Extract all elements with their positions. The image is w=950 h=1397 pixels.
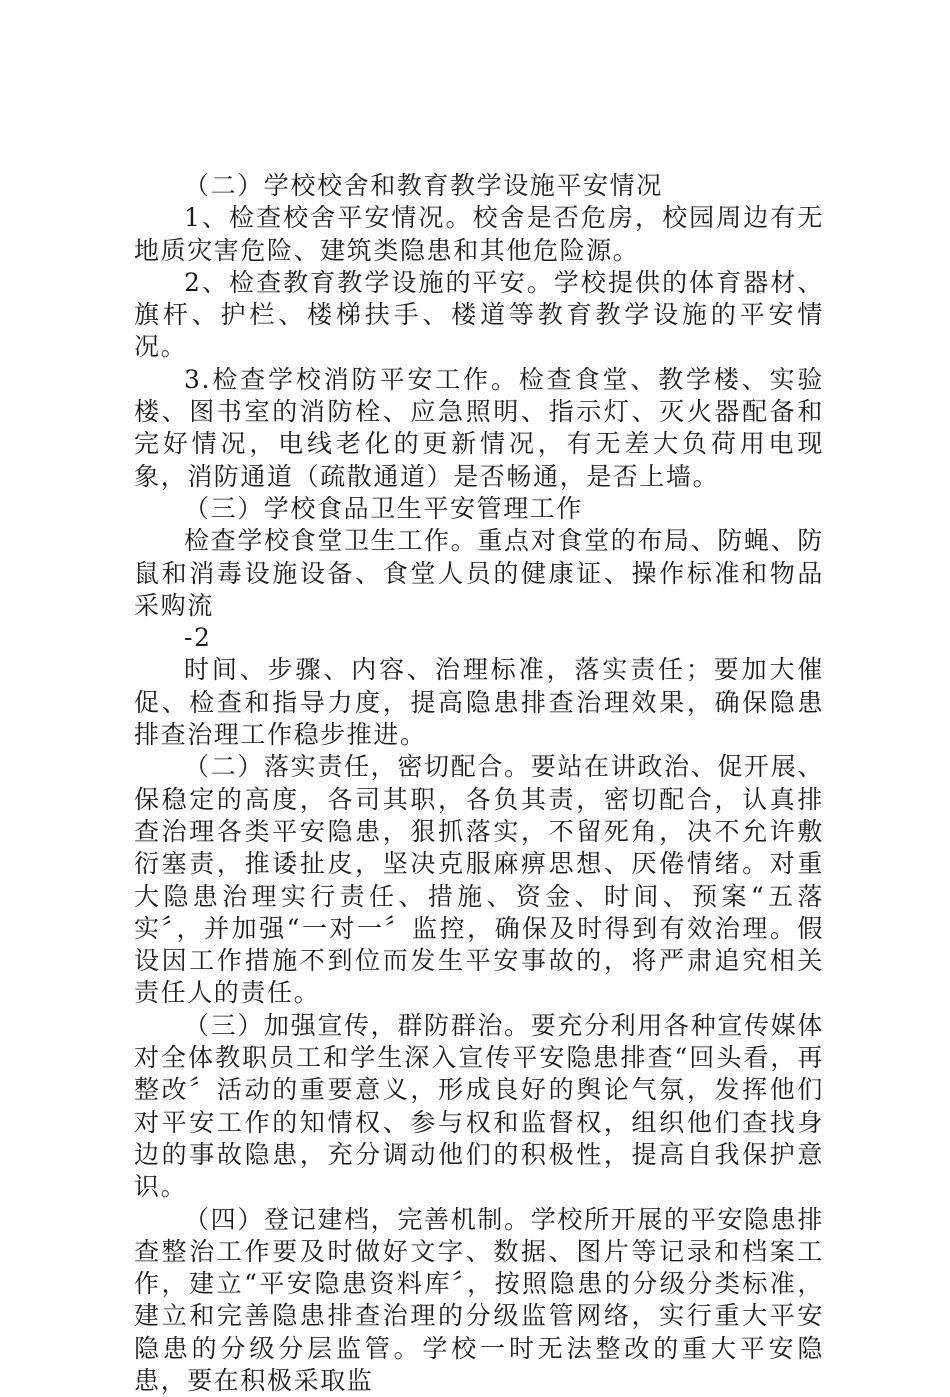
section-heading-facilities: （二）学校校舍和教育教学设施平安情况 bbox=[134, 170, 824, 202]
document-body bbox=[134, 170, 824, 1397]
paragraph-item-1: 1、检查校舍平安情况。校舍是否危房，校园周边有无地质灾害危险、建筑类隐患和其他危险源。 bbox=[134, 202, 824, 267]
paragraph-food-check: 检查学校食堂卫生工作。重点对食堂的布局、防蝇、防鼠和消毒设施设备、食堂人员的健康证、操作标准和物品采购流 bbox=[134, 525, 824, 622]
paragraph-measure-4: （四）登记建档，完善机制。学校所开展的平安隐患排查整治工作要及时做好文字、数据、图片等记录和档案工作，建立“平安隐患资料库〞，按照隐患的分级分类标准，建立和完善隐患排查治理的分级监管网络，实行重大平安隐患的分级分层监管。学校一时无法整改的重大平安隐患，要在积极采取监 bbox=[134, 1204, 824, 1397]
section-heading-food-safety: （三）学校食品卫生平安管理工作 bbox=[134, 493, 824, 525]
paragraph-measure-2: （二）落实责任，密切配合。要站在讲政治、促开展、保稳定的高度，各司其职，各负其责，密切配合，认真排查治理各类平安隐患，狠抓落实，不留死角，决不允许敷衍塞责，推诿扯皮，坚决克服麻痹思想、厌倦情绪。对重大隐患治理实行责任、措施、资金、时间、预案“五落实〞，并加强“一对一〞监控，确保及时得到有效治理。假设因工作措施不到位而发生平安事故的，将严肃追究相关责任人的责任。 bbox=[134, 751, 824, 1009]
paragraph-continuation: 时间、步骤、内容、治理标准，落实责任；要加大催促、检查和指导力度，提高隐患排查治理效果，确保隐患排查治理工作稳步推进。 bbox=[134, 654, 824, 751]
paragraph-item-2: 2、检查教育教学设施的平安。学校提供的体育器材、旗杆、护栏、楼梯扶手、楼道等教育教学设施的平安情况。 bbox=[134, 267, 824, 364]
page-number: -2 bbox=[134, 622, 824, 654]
paragraph-item-3: 3.检查学校消防平安工作。检查食堂、教学楼、实验楼、图书室的消防栓、应急照明、指示灯、灭火器配备和完好情况，电线老化的更新情况，有无差大负荷用电现象，消防通道（疏散通道）是否畅通，是否上墙。 bbox=[134, 364, 824, 493]
paragraph-measure-3: （三）加强宣传，群防群治。要充分利用各种宣传媒体对全体教职员工和学生深入宣传平安隐患排查“回头看，再整改〞活动的重要意义，形成良好的舆论气氛，发挥他们对平安工作的知情权、参与权和监督权，组织他们查找身边的事故隐患，充分调动他们的积极性，提高自我保护意识。 bbox=[134, 1010, 824, 1204]
